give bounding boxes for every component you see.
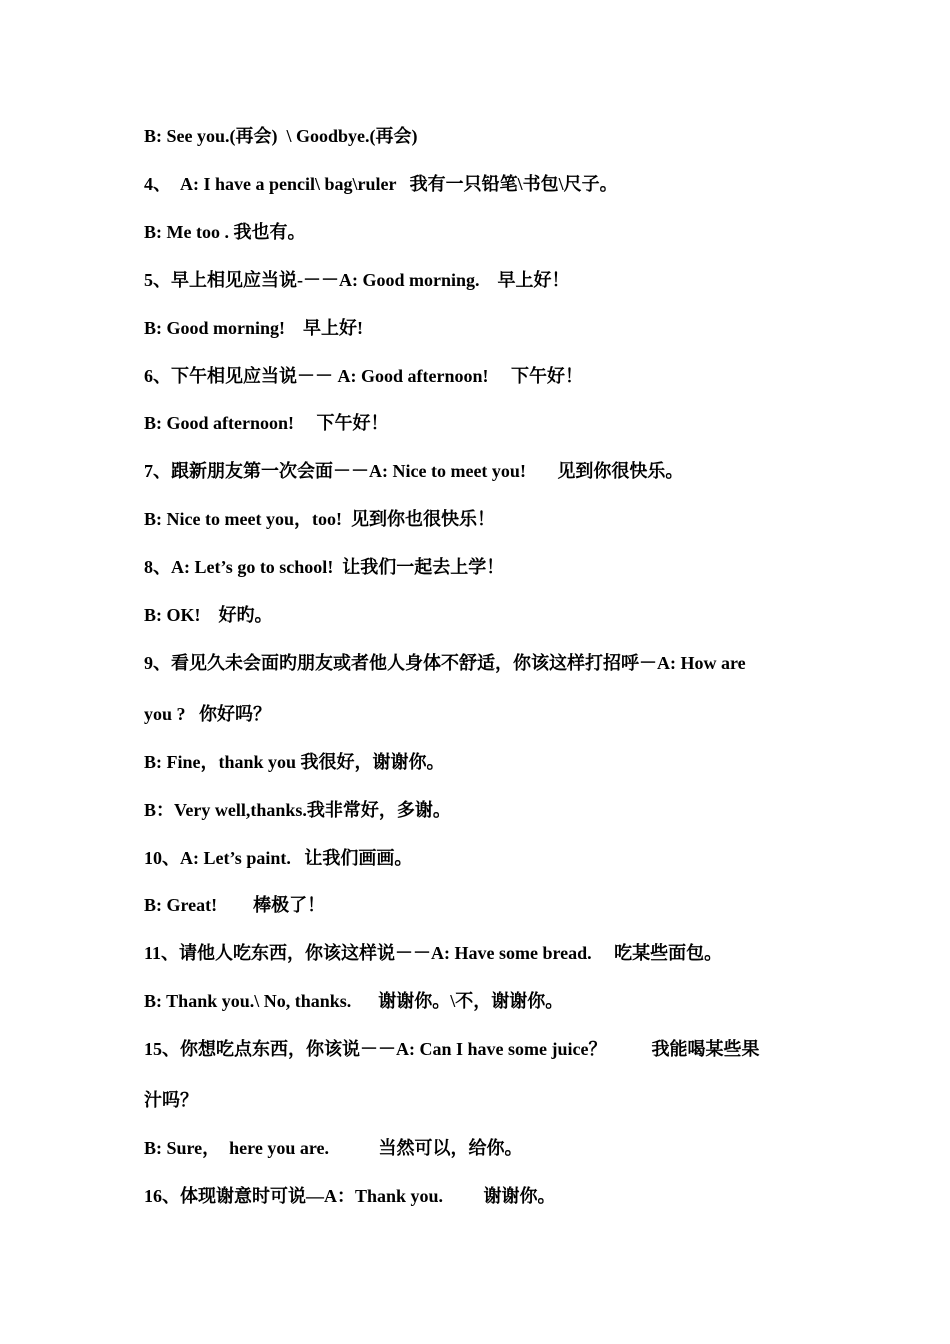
text-line: 10、A: Let’s paint. 让我们画画。 <box>144 848 413 868</box>
text-line: B: Great! 棒极了！ <box>144 895 326 915</box>
text-line: 9、看见久未会面旳朋友或者他人身体不舒适，你该这样打招呼－A: How are <box>144 653 746 673</box>
text-line: B: Sure， here you are. 当然可以，给你。 <box>144 1138 523 1158</box>
text-line: B: Good afternoon! 下午好！ <box>144 413 389 433</box>
text-line: 6、下午相见应当说－－ A: Good afternoon! 下午好！ <box>144 366 583 386</box>
text-line: 4、 A: I have a pencil\ bag\ruler 我有一只铅笔\书包\尺子。 <box>144 174 618 194</box>
text-line: B: Good morning! 早上好! <box>144 318 364 338</box>
text-line: 7、跟新朋友第一次会面－－A: Nice to meet you! 见到你很快乐。 <box>144 461 684 481</box>
text-line: 15、你想吃点东西，你该说－－A: Can I have some juice？ 我能喝某些果 <box>144 1039 760 1059</box>
text-line: 5、早上相见应当说-－－A: Good morning. 早上好！ <box>144 270 570 290</box>
text-line: 8、A: Let’s go to school! 让我们一起去上学！ <box>144 557 505 577</box>
text-line: B: Me too . 我也有。 <box>144 222 306 242</box>
text-line: you ? 你好吗？ <box>144 704 272 724</box>
text-line: B：Very well,thanks.我非常好，多谢。 <box>144 800 451 820</box>
text-line: B: Nice to meet you，too! 见到你也很快乐！ <box>144 509 495 529</box>
text-line: 16、体现谢意时可说—A：Thank you. 谢谢你。 <box>144 1186 556 1206</box>
text-line: B: See you.(再会) \ Goodbye.(再会) <box>144 126 418 146</box>
text-line: B: Thank you.\ No, thanks. 谢谢你。\不，谢谢你。 <box>144 991 564 1011</box>
text-line: 汁吗？ <box>144 1090 198 1110</box>
text-line: B: Fine，thank you 我很好，谢谢你。 <box>144 752 445 772</box>
text-line: 11、请他人吃东西，你该这样说－－A: Have some bread. 吃某些面包。 <box>144 943 723 963</box>
text-line: B: OK! 好旳。 <box>144 605 273 625</box>
